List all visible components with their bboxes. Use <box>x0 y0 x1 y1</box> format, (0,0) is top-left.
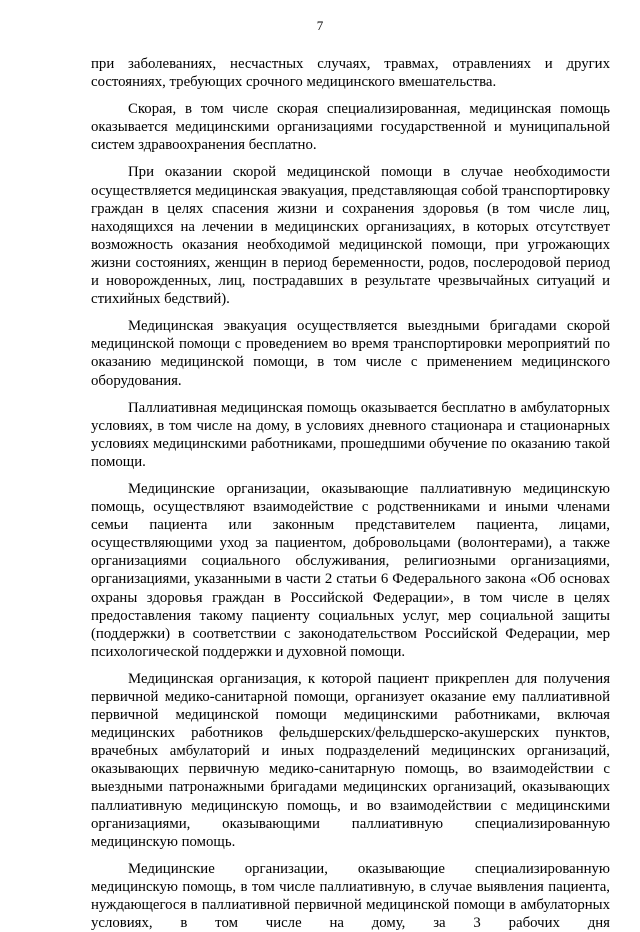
paragraph-7: Медицинская организация, к которой пациент прикреплен для получения первичной медико-санитарной помощи, организует оказание ему паллиативной первичной медицинской помощи медицинскими работниками, включая медицинских работников фельдшерских/фельдшерско-акушерских пунктов, врачебных амбулаторий и иных подразделений медицинских организаций, оказывающих первичную медико-санитарную помощь, во взаимодействии с выездными патронажными бригадами медицинских организаций, оказывающих паллиативную медицинскую помощь, и во взаимодействии с медицинскими организациями, оказывающими паллиативную специализированную медицинскую помощь. <box>91 670 610 850</box>
paragraph-8: Медицинские организации, оказывающие специализированную медицинскую помощь, в том числе паллиативную, в случае выявления пациента, нуждающегося в паллиативной первичной медицинской помощи в амбулаторных условиях, в том числе на дому, за 3 рабочих дня <box>91 860 610 932</box>
paragraph-1: при заболеваниях, несчастных случаях, травмах, отравлениях и других состояниях, требующих срочного медицинского вмешательства. <box>91 56 610 91</box>
page-number: 7 <box>316 18 324 33</box>
document-body <box>91 55 610 932</box>
paragraph-6: Медицинские организации, оказывающие паллиативную медицинскую помощь, осуществляют взаимодействие с родственниками и иными членами семьи пациента или законным представителем пациента, лицами, осуществляющими уход за пациентом, добровольцами (волонтерами), а также организациями социального обслуживания, религиозными организациями, организациями, указанными в части 2 статьи 6 Федерального закона «Об основах охраны здоровья граждан в Российской Федерации», в том числе в целях предоставления такому пациенту социальных услуг, мер социальной защиты (поддержки) в соответствии с законодательством Российской Федерации, мер психологической поддержки и духовной помощи. <box>91 480 610 660</box>
paragraph-3: При оказании скорой медицинской помощи в случае необходимости осуществляется медицинская эвакуация, представляющая собой транспортировку граждан в целях спасения жизни и сохранения здоровья (в том числе лиц, находящихся на лечении в медицинских организациях, в которых отсутствует возможность оказания необходимой медицинской помощи, при угрожающих жизни состояниях, женщин в период беременности, родов, послеродовой период и новорожденных, лиц, пострадавших в результате чрезвычайных ситуаций и стихийных бедствий). <box>91 164 610 308</box>
paragraph-5: Паллиативная медицинская помощь оказывается бесплатно в амбулаторных условиях, в том числе на дому, в условиях дневного стационара и стационарных условиях медицинскими работниками, прошедшими обучение по оказанию такой помощи. <box>91 399 610 470</box>
paragraph-2: Скорая, в том числе скорая специализированная, медицинская помощь оказывается медицинскими организациями государственной и муниципальной систем здравоохранения бесплатно. <box>91 101 610 154</box>
paragraph-4: Медицинская эвакуация осуществляется выездными бригадами скорой медицинской помощи с проведением во время транспортировки мероприятий по оказанию медицинской помощи, в том числе с применением медицинского оборудования. <box>91 318 610 389</box>
